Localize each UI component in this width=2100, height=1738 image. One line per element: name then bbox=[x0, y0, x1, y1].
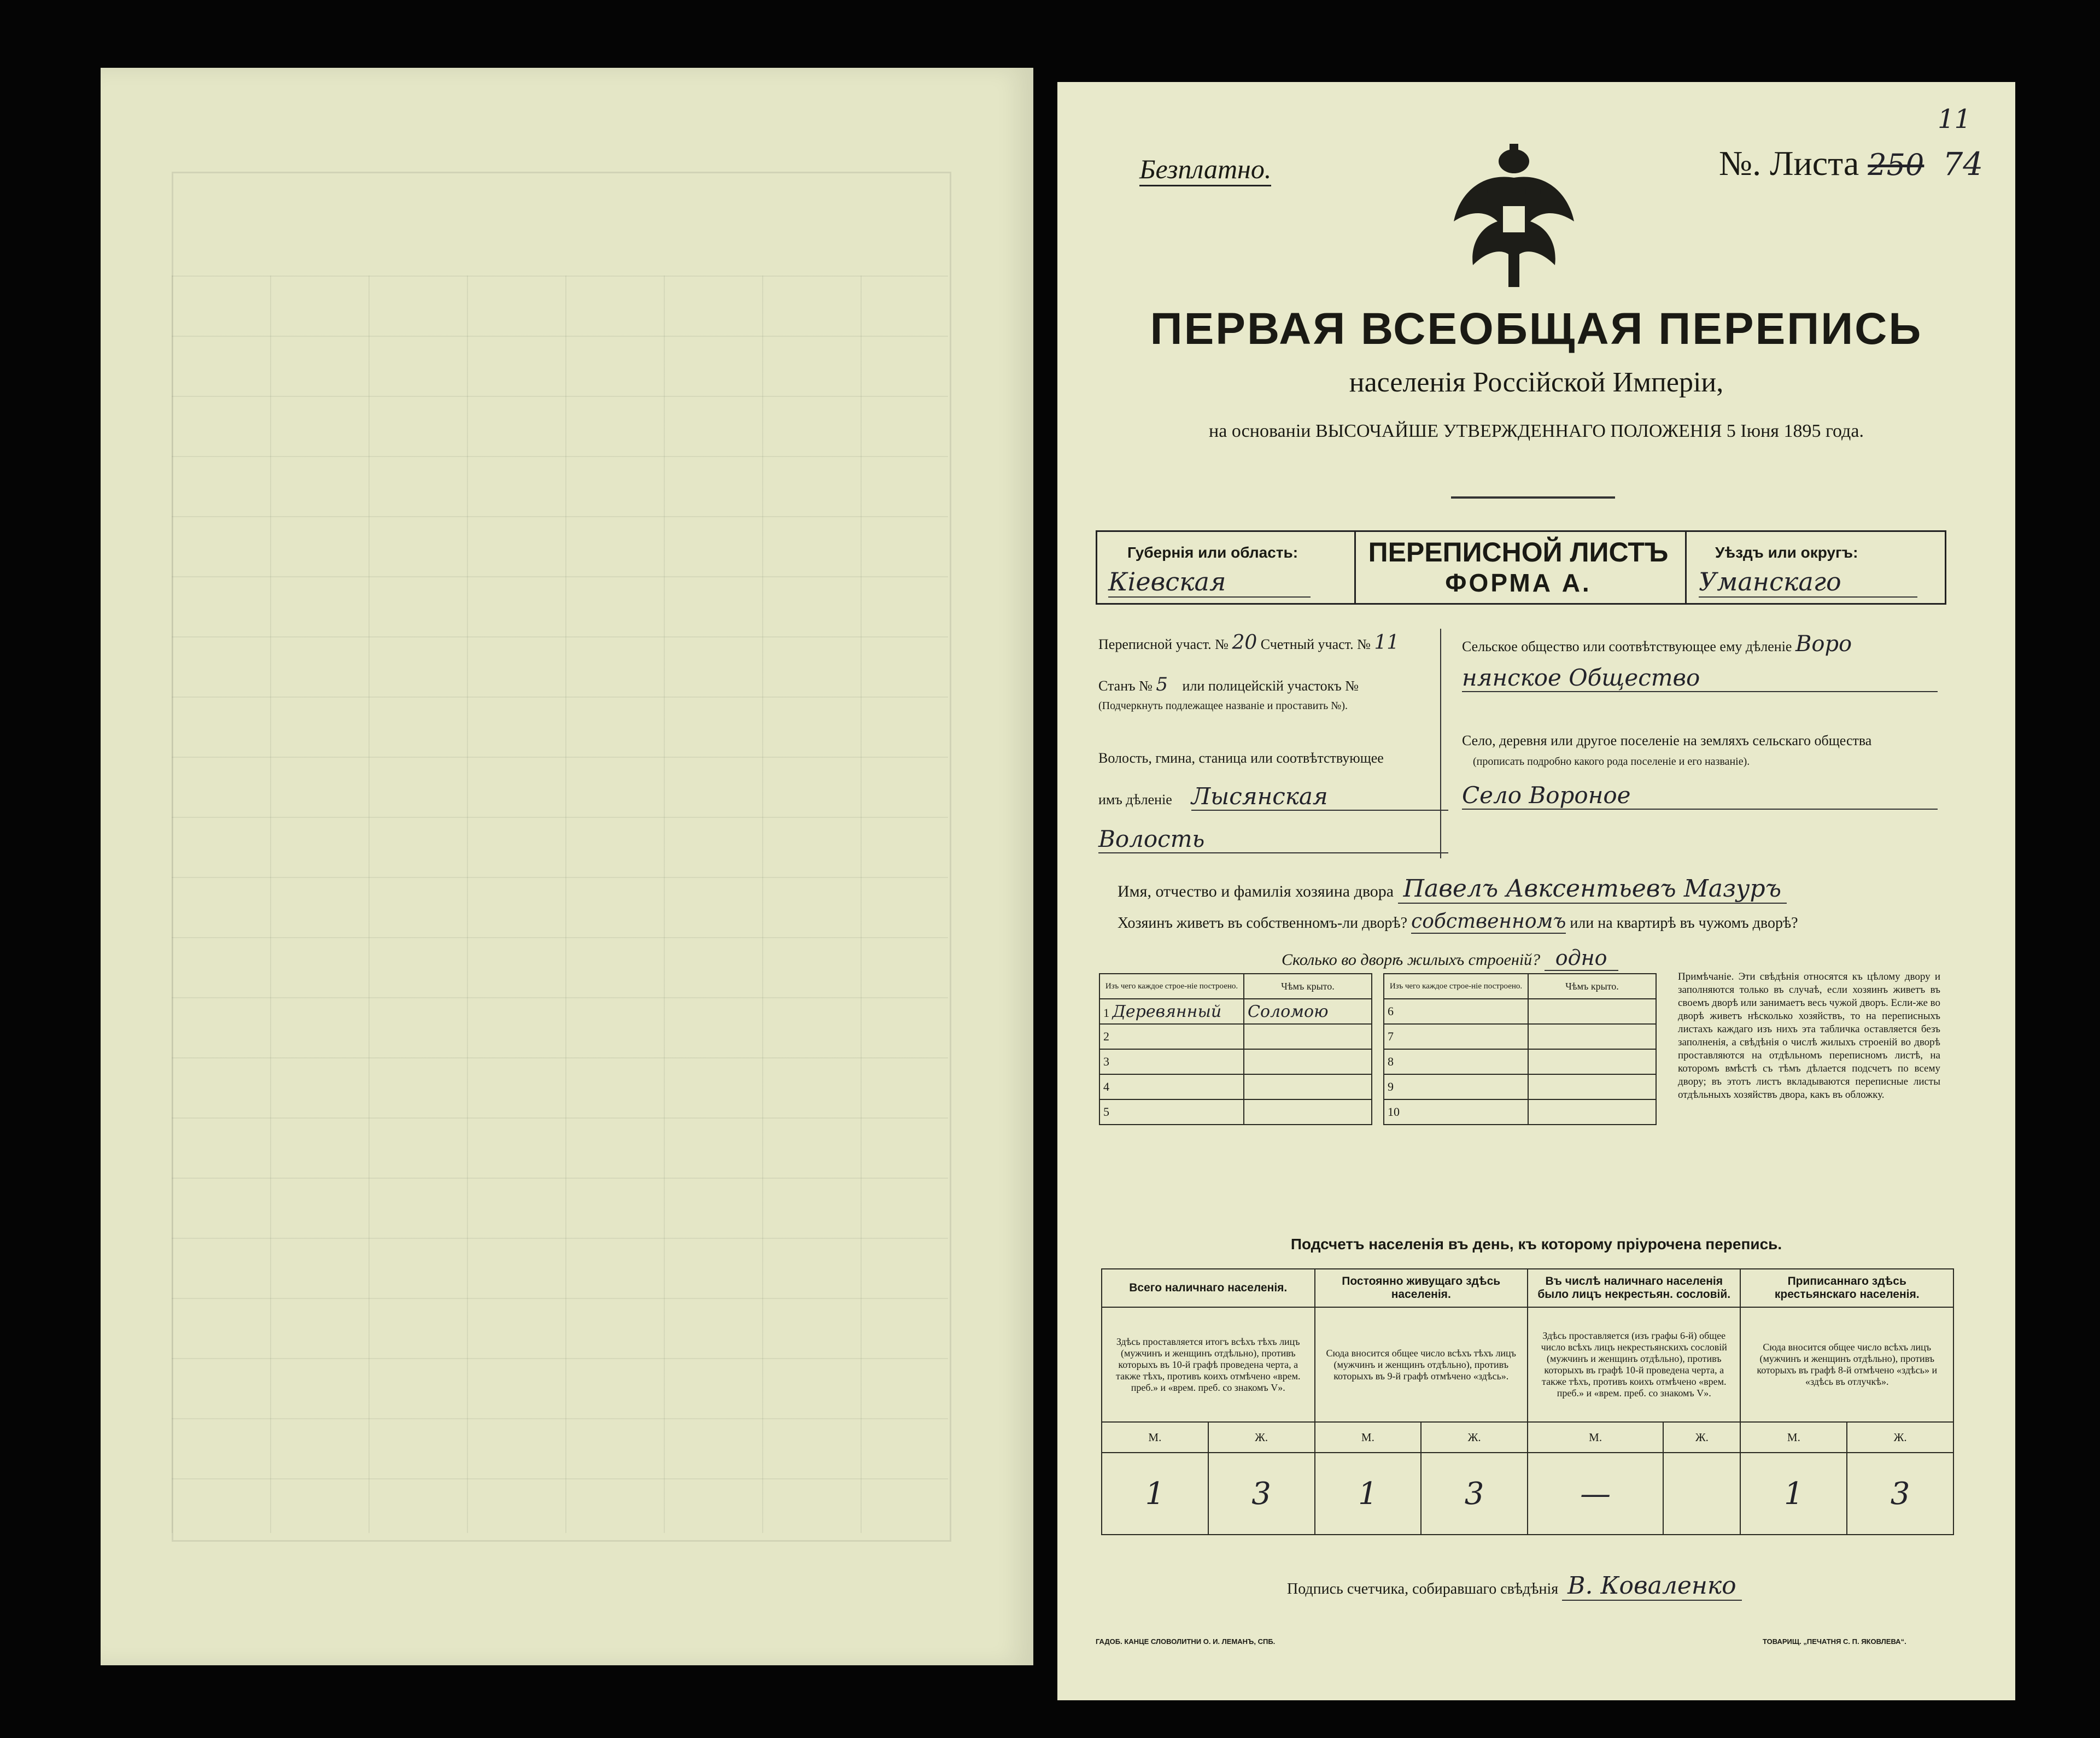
lives-label-2: или на квартирѣ въ чужомъ дворѣ? bbox=[1570, 915, 1798, 932]
lives-label-1: Хозяинъ живетъ въ собственномъ-ли дворѣ? bbox=[1118, 915, 1408, 932]
uezd-label: Уѣздъ или округъ: bbox=[1715, 544, 1858, 561]
group-1-zh: 3 bbox=[1208, 1453, 1315, 1535]
census-part-value: 20 bbox=[1232, 631, 1257, 654]
lives-value: собственномъ bbox=[1411, 910, 1566, 933]
volost-value-1: Лысянская bbox=[1191, 783, 1448, 811]
society-value-2: нянское Общество bbox=[1462, 664, 1938, 692]
free-label: Безплатно. bbox=[1139, 153, 1271, 186]
society-label: Сельское общество или соотвѣтствующее ему дѣленіе bbox=[1462, 639, 1792, 654]
imperial-eagle-icon bbox=[1448, 139, 1580, 292]
group-4-zh: 3 bbox=[1847, 1453, 1953, 1535]
table-row: 7 bbox=[1384, 1024, 1656, 1049]
sheet-number-crossed: 250 bbox=[1868, 148, 1924, 182]
stan-value: 5 bbox=[1156, 674, 1168, 695]
village-note: (прописать подробно какого рода поселеніе и его названіе). bbox=[1473, 756, 1750, 768]
form-subtitle: ФОРМА А. bbox=[1445, 569, 1592, 597]
stan-label: Станъ № bbox=[1098, 678, 1153, 694]
table-row: 1 Деревянный Соломою bbox=[1099, 999, 1372, 1024]
table-row: 6 bbox=[1384, 999, 1656, 1024]
count-part-label: Счетный участ. № bbox=[1260, 636, 1371, 652]
group-4-desc: Сюда вносится общее число всѣхъ лицъ (мужчинъ и женщинъ отдѣльно), противъ которыхъ въ графѣ 8-й отмѣчено «здѣсь» и «здѣсь въ отлучкѣ». bbox=[1740, 1307, 1953, 1422]
count-part-value: 11 bbox=[1374, 631, 1400, 654]
group-2-head: Постоянно живущаго здѣсь населенія. bbox=[1315, 1269, 1528, 1307]
col-material-header: Изъ чего каждое строе-ніе построено. bbox=[1099, 974, 1244, 999]
gubernia-label: Губернія или область: bbox=[1127, 544, 1298, 561]
left-page bbox=[101, 68, 1033, 1665]
form-header-box bbox=[1096, 530, 1946, 605]
group-3-zh bbox=[1663, 1453, 1740, 1535]
uezd-value: Уманскаго bbox=[1699, 567, 1917, 598]
owner-name-value: Павелъ Авксентьевъ Мазуръ bbox=[1398, 875, 1787, 904]
dwellings-note: Примѣчаніе. Эти свѣдѣнія относятся къ цѣлому двору и заполняются только въ случаѣ, если хозяинъ живетъ въ своемъ дворѣ или занимаетъ весь чужой дворъ. Если-же во дворѣ живетъ нѣсколько хозяйствъ, то на переписныхъ листахъ каждаго изъ нихъ эта табличка оставляется безъ заполненія, а свѣдѣнія о числѣ жилыхъ строеній во дворѣ проставляются на отдѣльномъ переписномъ листѣ, на которомъ вмѣстѣ съ тѣмъ дѣлается подсчетъ по всему двору; въ этотъ листъ вкладываются переписные листы отдѣльныхъ хозяйствъ двора, какъ въ обложку. bbox=[1678, 971, 1940, 1101]
volost-label-1: Волость, гмина, станица или соотвѣтствующее bbox=[1098, 750, 1384, 766]
population-title: Подсчетъ населенія въ день, къ которому пріурочена перепись. bbox=[1290, 1236, 1782, 1253]
table-row: 3 bbox=[1099, 1049, 1372, 1074]
sheet-number-value: 74 bbox=[1943, 145, 1984, 183]
signature-value: В. Коваленко bbox=[1562, 1572, 1742, 1601]
table-row: 8 bbox=[1384, 1049, 1656, 1074]
village-value: Село Вороное bbox=[1462, 782, 1938, 810]
population-table: Всего наличнаго населенія. Постоянно живущаго здѣсь населенія. Въ числѣ наличнаго населенія было лицъ некрестьян. сословій. Приписаннаго здѣсь крестьянскаго населенія. Здѣсь проставляется итогъ всѣхъ тѣхъ лицъ (мужчинъ и женщинъ отдѣльно), противъ которыхъ въ 10-й графѣ проведена черта, а также тѣхъ, противъ коихъ отмѣчено «врем. преб.» и «врем. преб. со знакомъ V». Сюда вносится общее число всѣхъ тѣхъ лицъ (мужчинъ и женщинъ отдѣльно), противъ которыхъ въ 9-й графѣ отмѣчено «здѣсь». Здѣсь проставляется (изъ графы 6-й) общее число всѣхъ лицъ некрестьянскихъ сословій (мужчинъ и женщинъ отдѣльно), противъ которыхъ въ графѣ 10-й проведена черта, а также тѣхъ, противъ коихъ отмѣчено «врем. преб.» и «врем. преб. со знакомъ V». Сюда вносится общее число всѣхъ лицъ (мужчинъ и женщинъ отдѣльно), противъ которыхъ въ графѣ 8-й отмѣчено «здѣсь» и «здѣсь въ отлучкѣ». М. Ж. М. Ж. М. Ж. М. Ж. 1 3 1 3 — 1 3 bbox=[1101, 1268, 1954, 1535]
group-3-m: — bbox=[1528, 1453, 1663, 1535]
printer-right: ТОВАРИЩ. „ПЕЧАТНЯ С. П. ЯКОВЛЕВА“. bbox=[1763, 1637, 1906, 1646]
signature-label: Подпись счетчика, собиравшаго свѣдѣнія bbox=[1287, 1581, 1559, 1597]
sheet-number-label: №. Листа bbox=[1719, 144, 1859, 183]
census-form-page bbox=[1057, 82, 2015, 1700]
legal-basis: на основаніи ВЫСОЧАЙШЕ УТВЕРЖДЕННАГО ПОЛОЖЕНІЯ 5 Іюня 1895 года. bbox=[1209, 421, 1864, 441]
table-row: 2 bbox=[1099, 1024, 1372, 1049]
group-1-m: 1 bbox=[1102, 1453, 1208, 1535]
corner-mark: 11 bbox=[1938, 104, 1972, 134]
dwellings-table-left bbox=[1099, 973, 1372, 1125]
table-row: 5 bbox=[1099, 1099, 1372, 1125]
dwellings-table-right: Изъ чего каждое строе-ніе построено. Чѣмъ крыто. 6 7 8 9 10 bbox=[1383, 973, 1657, 1125]
bleed-through-grid bbox=[172, 276, 948, 1533]
group-2-zh: 3 bbox=[1421, 1453, 1528, 1535]
group-1-head: Всего наличнаго населенія. bbox=[1102, 1269, 1315, 1307]
m-header: М. bbox=[1102, 1422, 1208, 1453]
table-row: 10 bbox=[1384, 1099, 1656, 1125]
table-row: 4 bbox=[1099, 1074, 1372, 1099]
subtitle: населенія Россійской Имперіи, bbox=[1349, 367, 1724, 398]
table-row: 9 bbox=[1384, 1074, 1656, 1099]
volost-label-2: имъ дѣленіе bbox=[1098, 792, 1172, 807]
col-roof-header: Чѣмъ крыто. bbox=[1244, 974, 1372, 999]
group-2-m: 1 bbox=[1315, 1453, 1422, 1535]
field-divider bbox=[1440, 629, 1441, 858]
form-title: ПЕРЕПИСНОЙ ЛИСТЪ bbox=[1368, 537, 1669, 567]
group-1-desc: Здѣсь проставляется итогъ всѣхъ тѣхъ лицъ (мужчинъ и женщинъ отдѣльно), противъ которыхъ въ 10-й графѣ проведена черта, а также тѣхъ, противъ коихъ отмѣчено «врем. преб.» и «врем. преб. со знакомъ V». bbox=[1102, 1307, 1315, 1422]
buildings-label: Сколько во дворѣ жилыхъ строеній? bbox=[1282, 951, 1541, 969]
group-4-m: 1 bbox=[1740, 1453, 1847, 1535]
printer-left: ГАДОБ. КАНЦЕ СЛОВОЛИТНИ О. И. ЛЕМАНЪ, СПБ. bbox=[1096, 1637, 1276, 1646]
underline-note: (Подчеркнуть подлежащее названіе и проставить №). bbox=[1098, 700, 1348, 712]
group-2-desc: Сюда вносится общее число всѣхъ тѣхъ лицъ (мужчинъ и женщинъ отдѣльно), противъ которыхъ въ 9-й графѣ отмѣчено «здѣсь». bbox=[1315, 1307, 1528, 1422]
buildings-value: одно bbox=[1545, 946, 1618, 971]
census-part-label: Переписной участ. № bbox=[1098, 636, 1229, 652]
main-title: ПЕРВАЯ ВСЕОБЩАЯ ПЕРЕПИСЬ bbox=[1150, 304, 1923, 354]
ornament-divider bbox=[1451, 496, 1615, 499]
group-3-head: Въ числѣ наличнаго населенія было лицъ некрестьян. сословій. bbox=[1528, 1269, 1740, 1307]
group-4-head: Приписаннаго здѣсь крестьянскаго населенія. bbox=[1740, 1269, 1953, 1307]
village-label: Село, деревня или другое поселеніе на земляхъ сельскаго общества bbox=[1462, 733, 1872, 748]
volost-value-2: Волость bbox=[1098, 826, 1448, 853]
gubernia-value: Кіевская bbox=[1108, 567, 1311, 598]
owner-name-label: Имя, отчество и фамилія хозяина двора bbox=[1118, 882, 1394, 900]
zh-header: Ж. bbox=[1208, 1422, 1315, 1453]
society-value-1: Воро bbox=[1795, 631, 1852, 657]
group-3-desc: Здѣсь проставляется (изъ графы 6-й) общее число всѣхъ лицъ некрестьянскихъ сословій (мужчинъ и женщинъ отдѣльно), противъ которыхъ въ графѣ 10-й проведена черта, а также тѣхъ, противъ коихъ отмѣчено «врем. преб.» и «врем. преб. со знакомъ V». bbox=[1528, 1307, 1740, 1422]
police-label: или полицейскій участокъ № bbox=[1182, 678, 1359, 694]
